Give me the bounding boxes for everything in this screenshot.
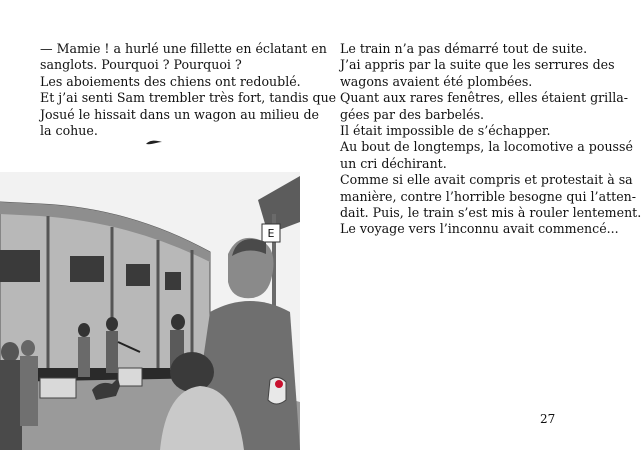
text-line: Les aboiements des chiens ont redoublé. <box>40 73 301 89</box>
text-line: Il était impossible de s’échapper. <box>340 123 551 139</box>
text-line: la cohue. <box>40 123 98 139</box>
text-line: wagons avaient été plombées. <box>340 73 533 89</box>
text-line: sanglots. Pourquoi ? Pourquoi ? <box>40 57 242 73</box>
text-line: Le voyage vers l’inconnu avait commencé... <box>340 221 619 237</box>
right-text-block <box>340 41 641 238</box>
text-line: gées par des barbelés. <box>340 106 485 122</box>
text-line: un cri déchirant. <box>340 155 447 171</box>
left-text-block <box>40 41 337 139</box>
text-line: dait. Puis, le train s’est mis à rouler lentement. <box>340 205 641 221</box>
text-line: — Mamie ! a hurlé une fillette en éclatant en <box>40 41 327 56</box>
flourish-ornament <box>145 139 163 147</box>
text-line: Josué le hissait dans un wagon au milieu de <box>40 106 319 122</box>
text-line: Au bout de longtemps, la locomotive a poussé <box>340 139 633 155</box>
station-sign-letter: E <box>267 227 275 240</box>
text-line: J’ai appris par la suite que les serrures des <box>340 57 615 73</box>
page-number: 27 <box>540 412 556 426</box>
text-line: Le train n’a pas démarré tout de suite. <box>340 41 588 56</box>
text-line: Quant aux rares fenêtres, elles étaient grilla- <box>340 90 629 106</box>
text-line: Et j’ai senti Sam trembler très fort, tandis que <box>40 90 337 106</box>
text-line: manière, contre l’horrible besogne qui l’atten- <box>340 188 637 204</box>
text-line: Comme si elle avait compris et protestait à sa <box>340 172 633 188</box>
train-illustration <box>0 172 300 450</box>
